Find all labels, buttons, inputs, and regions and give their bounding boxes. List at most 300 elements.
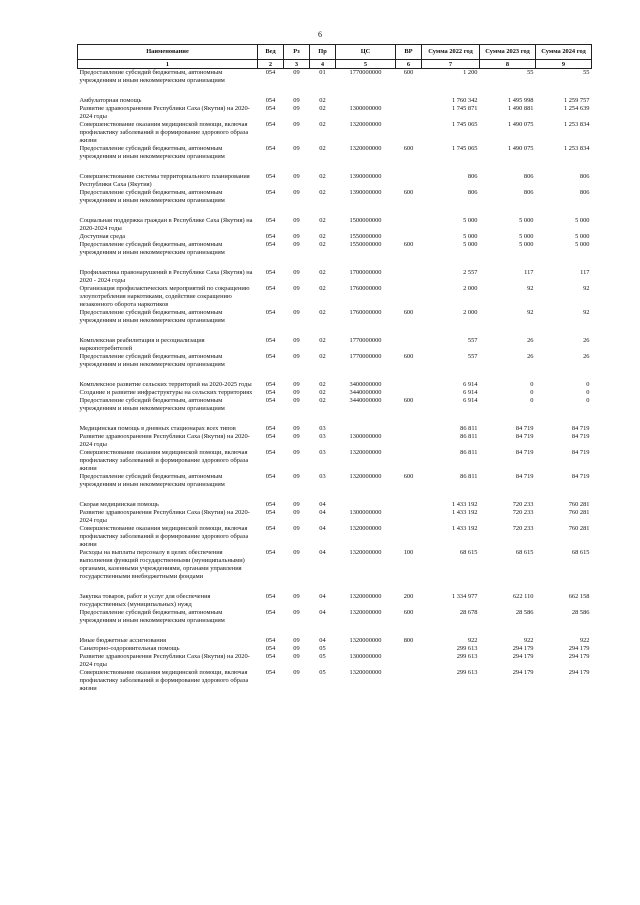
cell-pr: 02 xyxy=(319,121,326,128)
cell-rz: 09 xyxy=(293,549,300,556)
cell-sum-2023: 806 xyxy=(523,173,534,180)
cell-pr: 02 xyxy=(319,233,326,240)
cell-ved: 054 xyxy=(265,121,276,128)
cell-sum-2023: 0 xyxy=(530,381,534,388)
table-row xyxy=(78,233,592,241)
cell-pr: 04 xyxy=(319,549,326,556)
cell-sum-2024: 55 xyxy=(583,69,590,76)
cell-pr: 02 xyxy=(319,241,326,248)
table-row xyxy=(78,397,592,413)
cell-sum-2023: 0 xyxy=(530,397,534,404)
cell-sum-2022: 1 433 192 xyxy=(451,525,478,532)
table-row xyxy=(78,389,592,397)
cell-name: Развитие здравоохранения Республики Саха (Якутия) на 2020-2024 годы xyxy=(79,653,250,668)
cell-sum-2022: 5 000 xyxy=(463,217,478,224)
cell-sum-2023: 294 179 xyxy=(512,653,534,660)
cell-rz: 09 xyxy=(293,309,300,316)
cell-cs: 1320000000 xyxy=(349,473,382,480)
cell-sum-2024: 1 253 834 xyxy=(563,145,590,152)
cell-name: Совершенствование оказания медицинской помощи, включая профилактику заболеваний и формирование здорового образа жизни xyxy=(79,525,249,548)
cell-rz: 09 xyxy=(293,217,300,224)
cell-vr xyxy=(396,285,422,309)
row-spacer xyxy=(78,205,592,217)
cell-vr xyxy=(396,105,422,121)
cell-pr: 03 xyxy=(319,449,326,456)
cell-sum-2024: 294 179 xyxy=(568,653,590,660)
cell-sum-2023: 28 586 xyxy=(515,609,534,616)
cell-sum-2022: 1 745 065 xyxy=(451,145,478,152)
cell-ved: 054 xyxy=(265,525,276,532)
cell-sum-2022: 5 000 xyxy=(463,233,478,240)
header-name: Наименование xyxy=(78,45,258,60)
cell-vr: 600 xyxy=(403,241,414,248)
cell-name: Расходы на выплаты персоналу в целях обеспечения выполнения функций государственными (муниципальными) органами, казенными учреждениями, органами управления государственными внебюджетными фондами xyxy=(79,549,245,580)
cell-rz: 09 xyxy=(293,233,300,240)
cell-sum-2022: 1 200 xyxy=(463,69,478,76)
table-row xyxy=(78,609,592,625)
cell-name: Санаторно-оздоровительная помощь xyxy=(79,645,180,652)
cell-pr: 04 xyxy=(319,637,326,644)
cell-pr: 02 xyxy=(319,309,326,316)
cell-sum-2024: 5 000 xyxy=(575,233,590,240)
cell-sum-2024: 1 253 834 xyxy=(563,121,590,128)
cell-sum-2024: 84 719 xyxy=(571,425,590,432)
cell-name: Предоставление субсидий бюджетным, автономным учреждениям и иным некоммерческим организациям xyxy=(79,189,225,204)
cell-sum-2024: 28 586 xyxy=(571,609,590,616)
cell-sum-2022: 922 xyxy=(467,637,478,644)
cell-sum-2022: 299 613 xyxy=(456,669,478,676)
cell-sum-2022: 86 811 xyxy=(460,473,478,480)
cell-ved: 054 xyxy=(265,549,276,556)
cell-ved: 054 xyxy=(265,309,276,316)
cell-cs: 1770000000 xyxy=(349,69,382,76)
cell-ved: 054 xyxy=(265,593,276,600)
cell-sum-2024: 1 254 639 xyxy=(563,105,590,112)
cell-sum-2024: 26 xyxy=(583,353,590,360)
cell-vr xyxy=(396,525,422,549)
cell-sum-2023: 806 xyxy=(523,189,534,196)
cell-sum-2022: 6 914 xyxy=(463,381,478,388)
table-row xyxy=(78,653,592,669)
cell-pr: 04 xyxy=(319,525,326,532)
cell-name: Совершенствование системы территориального планирования Республики Саха (Якутия) xyxy=(79,173,250,188)
cell-name: Развитие здравоохранения Республики Саха (Якутия) на 2020-2024 годы xyxy=(79,509,250,524)
cell-sum-2024: 294 179 xyxy=(568,669,590,676)
cell-sum-2023: 5 000 xyxy=(519,241,534,248)
cell-rz: 09 xyxy=(293,645,300,652)
cell-cs: 1300000000 xyxy=(349,105,382,112)
cell-sum-2022: 557 xyxy=(467,337,478,344)
cell-name: Скорая медицинская помощь xyxy=(79,501,159,508)
cell-vr: 600 xyxy=(403,473,414,480)
cell-pr: 02 xyxy=(319,173,326,180)
cell-rz: 09 xyxy=(293,449,300,456)
cell-sum-2022: 86 811 xyxy=(460,433,478,440)
cell-vr xyxy=(396,669,422,693)
cell-vr: 600 xyxy=(403,189,414,196)
cell-pr: 02 xyxy=(319,337,326,344)
row-spacer xyxy=(78,161,592,173)
cell-sum-2023: 720 233 xyxy=(512,525,534,532)
cell-ved: 054 xyxy=(265,241,276,248)
header-sum-2022: Сумма 2022 год xyxy=(422,45,480,60)
table-row xyxy=(78,69,592,86)
cell-sum-2022: 299 613 xyxy=(456,653,478,660)
page-number: 6 xyxy=(318,30,322,39)
cell-sum-2022: 2 557 xyxy=(463,269,478,276)
row-spacer xyxy=(78,369,592,381)
cell-cs: 1760000000 xyxy=(349,309,382,316)
cell-sum-2024: 1 259 757 xyxy=(563,97,590,104)
cell-sum-2024: 5 000 xyxy=(575,241,590,248)
cell-sum-2023: 1 490 075 xyxy=(507,145,534,152)
cell-ved: 054 xyxy=(265,669,276,676)
cell-ved: 054 xyxy=(265,449,276,456)
cell-sum-2022: 1 433 192 xyxy=(451,501,478,508)
cell-name: Медицинская помощь в дневных стационарах всех типов xyxy=(79,425,236,432)
cell-rz: 09 xyxy=(293,145,300,152)
cell-pr: 02 xyxy=(319,353,326,360)
cell-rz: 09 xyxy=(293,425,300,432)
cell-pr: 02 xyxy=(319,105,326,112)
cell-rz: 09 xyxy=(293,609,300,616)
column-number: 8 xyxy=(480,60,536,69)
cell-cs: 1320000000 xyxy=(349,121,382,128)
cell-pr: 02 xyxy=(319,397,326,404)
cell-cs: 1390000000 xyxy=(349,173,382,180)
column-number: 9 xyxy=(536,60,592,69)
row-spacer xyxy=(78,257,592,269)
cell-sum-2023: 720 233 xyxy=(512,501,534,508)
cell-sum-2023: 84 719 xyxy=(515,433,534,440)
cell-cs: 1770000000 xyxy=(349,353,382,360)
cell-rz: 09 xyxy=(293,189,300,196)
cell-pr: 02 xyxy=(319,285,326,292)
cell-rz: 09 xyxy=(293,593,300,600)
cell-rz: 09 xyxy=(293,97,300,104)
table-row xyxy=(78,425,592,433)
cell-ved: 054 xyxy=(265,145,276,152)
cell-name: Совершенствование оказания медицинской помощи, включая профилактику заболеваний и формирование здорового образа жизни xyxy=(79,669,249,692)
table-row xyxy=(78,525,592,549)
cell-pr: 02 xyxy=(319,189,326,196)
cell-vr xyxy=(396,653,422,669)
cell-name: Иные бюджетные ассигнования xyxy=(79,637,167,644)
cell-vr: 800 xyxy=(403,637,414,644)
cell-ved: 054 xyxy=(265,337,276,344)
table-row xyxy=(78,145,592,161)
cell-name: Амбулаторная помощь xyxy=(79,97,142,104)
column-number: 7 xyxy=(422,60,480,69)
cell-vr xyxy=(396,269,422,285)
cell-ved: 054 xyxy=(265,397,276,404)
cell-sum-2024: 806 xyxy=(579,173,590,180)
header-cs: ЦС xyxy=(336,45,396,60)
column-number: 4 xyxy=(310,60,336,69)
cell-ved: 054 xyxy=(265,433,276,440)
cell-ved: 054 xyxy=(265,105,276,112)
column-number-row xyxy=(78,60,592,69)
header-ved: Вед xyxy=(258,45,284,60)
cell-cs: 1320000000 xyxy=(349,609,382,616)
cell-vr xyxy=(396,173,422,189)
header-rz: Рз xyxy=(284,45,310,60)
table-row xyxy=(78,173,592,189)
table-row xyxy=(78,269,592,285)
cell-cs: 1550000000 xyxy=(349,233,382,240)
cell-name: Социальная поддержка граждан в Республике Саха (Якутия) на 2020-2024 годы xyxy=(79,217,253,232)
cell-cs: 1760000000 xyxy=(349,285,382,292)
cell-sum-2024: 294 179 xyxy=(568,645,590,652)
header-row xyxy=(78,45,592,60)
cell-pr: 05 xyxy=(319,653,326,660)
cell-cs: 1550000000 xyxy=(349,241,382,248)
cell-ved: 054 xyxy=(265,233,276,240)
cell-name: Закупка товаров, работ и услуг для обеспечения государственных (муниципальных) нужд xyxy=(79,593,211,608)
cell-cs xyxy=(336,501,396,509)
cell-rz: 09 xyxy=(293,241,300,248)
column-number: 6 xyxy=(396,60,422,69)
cell-rz: 09 xyxy=(293,501,300,508)
table-row xyxy=(78,433,592,449)
cell-cs: 1320000000 xyxy=(349,145,382,152)
table-row xyxy=(78,593,592,609)
cell-ved: 054 xyxy=(265,353,276,360)
cell-pr: 02 xyxy=(319,269,326,276)
table-row xyxy=(78,337,592,353)
cell-rz: 09 xyxy=(293,389,300,396)
cell-rz: 09 xyxy=(293,669,300,676)
row-spacer-cell xyxy=(78,489,592,501)
cell-pr: 04 xyxy=(319,509,326,516)
cell-sum-2022: 557 xyxy=(467,353,478,360)
column-number: 3 xyxy=(284,60,310,69)
cell-cs: 3440000000 xyxy=(349,397,382,404)
cell-sum-2024: 26 xyxy=(583,337,590,344)
cell-vr xyxy=(396,381,422,389)
cell-name: Предоставление субсидий бюджетным, автономным учреждениям и иным некоммерческим организациям xyxy=(79,353,225,368)
cell-sum-2024: 84 719 xyxy=(571,473,590,480)
cell-sum-2023: 0 xyxy=(530,389,534,396)
cell-vr: 600 xyxy=(403,353,414,360)
cell-sum-2022: 299 613 xyxy=(456,645,478,652)
cell-vr: 600 xyxy=(403,397,414,404)
cell-sum-2022: 1 433 192 xyxy=(451,509,478,516)
cell-ved: 054 xyxy=(265,653,276,660)
header-sum-2023: Сумма 2023 год xyxy=(480,45,536,60)
cell-sum-2022: 86 811 xyxy=(460,425,478,432)
cell-sum-2022: 5 000 xyxy=(463,241,478,248)
cell-name: Развитие здравоохранения Республики Саха (Якутия) на 2020-2024 годы xyxy=(79,433,250,448)
cell-rz: 09 xyxy=(293,653,300,660)
table-row xyxy=(78,381,592,389)
cell-sum-2024: 92 xyxy=(583,285,590,292)
cell-rz: 09 xyxy=(293,121,300,128)
table-row xyxy=(78,549,592,581)
cell-name: Предоставление субсидий бюджетным, автономным учреждениям и иным некоммерческим организациям xyxy=(79,69,225,84)
cell-ved: 054 xyxy=(265,189,276,196)
cell-cs: 1320000000 xyxy=(349,549,382,556)
cell-vr xyxy=(396,449,422,473)
cell-sum-2023: 622 110 xyxy=(512,593,534,600)
cell-vr xyxy=(396,433,422,449)
cell-rz: 09 xyxy=(293,269,300,276)
table-row xyxy=(78,501,592,509)
cell-cs: 1770000000 xyxy=(349,337,382,344)
cell-sum-2023: 1 490 881 xyxy=(507,105,534,112)
row-spacer-cell xyxy=(78,325,592,337)
cell-rz: 09 xyxy=(293,173,300,180)
cell-vr: 600 xyxy=(403,69,414,76)
cell-sum-2023: 5 000 xyxy=(519,233,534,240)
cell-pr: 02 xyxy=(319,97,326,104)
cell-name: Предоставление субсидий бюджетным, автономным учреждениям и иным некоммерческим организациям xyxy=(79,473,225,488)
cell-vr xyxy=(396,425,422,433)
cell-vr xyxy=(396,337,422,353)
cell-rz: 09 xyxy=(293,525,300,532)
cell-rz: 09 xyxy=(293,69,300,76)
cell-vr xyxy=(396,501,422,509)
cell-ved: 054 xyxy=(265,501,276,508)
table-row xyxy=(78,241,592,257)
cell-rz: 09 xyxy=(293,285,300,292)
table-row xyxy=(78,645,592,653)
cell-cs: 1320000000 xyxy=(349,525,382,532)
cell-ved: 054 xyxy=(265,217,276,224)
row-spacer-cell xyxy=(78,257,592,269)
cell-vr: 200 xyxy=(403,593,414,600)
cell-ved: 054 xyxy=(265,389,276,396)
cell-cs: 3400000000 xyxy=(349,381,382,388)
cell-pr: 04 xyxy=(319,593,326,600)
cell-cs: 1390000000 xyxy=(349,189,382,196)
cell-pr: 03 xyxy=(319,473,326,480)
cell-sum-2024: 5 000 xyxy=(575,217,590,224)
cell-pr: 01 xyxy=(319,69,326,76)
cell-name: Профилактика правонарушений в Республике Саха (Якутия) на 2020 - 2024 годы xyxy=(79,269,253,284)
cell-sum-2022: 2 000 xyxy=(463,309,478,316)
cell-sum-2022: 806 xyxy=(467,189,478,196)
cell-cs: 1500000000 xyxy=(349,217,382,224)
cell-ved: 054 xyxy=(265,173,276,180)
cell-cs xyxy=(336,425,396,433)
cell-name: Предоставление субсидий бюджетным, автономным учреждениям и иным некоммерческим организациям xyxy=(79,397,225,412)
cell-sum-2023: 117 xyxy=(524,269,534,276)
row-spacer-cell xyxy=(78,413,592,425)
cell-sum-2022: 1 760 342 xyxy=(451,97,478,104)
cell-ved: 054 xyxy=(265,269,276,276)
table-row xyxy=(78,309,592,325)
cell-pr: 03 xyxy=(319,425,326,432)
cell-cs: 1700000000 xyxy=(349,269,382,276)
cell-sum-2024: 92 xyxy=(583,309,590,316)
table-row xyxy=(78,353,592,369)
cell-name: Совершенствование оказания медицинской помощи, включая профилактику заболеваний и формирование здорового образа жизни xyxy=(79,121,249,144)
cell-rz: 09 xyxy=(293,353,300,360)
cell-rz: 09 xyxy=(293,105,300,112)
row-spacer-cell xyxy=(78,205,592,217)
cell-vr: 600 xyxy=(403,145,414,152)
header-vr: ВР xyxy=(396,45,422,60)
cell-vr xyxy=(396,217,422,233)
cell-sum-2023: 92 xyxy=(527,309,534,316)
cell-vr xyxy=(396,645,422,653)
cell-name: Доступная среда xyxy=(79,233,126,240)
row-spacer xyxy=(78,489,592,501)
cell-name: Организация профилактических мероприятий по сокращению злоупотребления наркотиками, содействие сокращению незаконного оборота наркотиков xyxy=(79,285,250,308)
cell-vr xyxy=(396,389,422,397)
row-spacer-cell xyxy=(78,85,592,97)
cell-sum-2024: 806 xyxy=(579,189,590,196)
cell-name: Предоставление субсидий бюджетным, автономным учреждениям и иным некоммерческим организациям xyxy=(79,145,225,160)
row-spacer xyxy=(78,581,592,593)
cell-sum-2023: 26 xyxy=(527,337,534,344)
cell-sum-2024: 922 xyxy=(579,637,590,644)
cell-name: Совершенствование оказания медицинской помощи, включая профилактику заболеваний и формирование здорового образа жизни xyxy=(79,449,249,472)
header-pr: Пр xyxy=(310,45,336,60)
row-spacer xyxy=(78,325,592,337)
cell-sum-2022: 86 811 xyxy=(460,449,478,456)
cell-sum-2023: 84 719 xyxy=(515,473,534,480)
cell-ved: 054 xyxy=(265,637,276,644)
cell-name: Предоставление субсидий бюджетным, автономным учреждениям и иным некоммерческим организациям xyxy=(79,241,225,256)
cell-ved: 054 xyxy=(265,609,276,616)
table-row xyxy=(78,509,592,525)
cell-sum-2024: 0 xyxy=(586,381,590,388)
cell-sum-2022: 68 615 xyxy=(459,549,478,556)
cell-sum-2023: 26 xyxy=(527,353,534,360)
cell-sum-2024: 662 158 xyxy=(568,593,590,600)
cell-name: Создание и развитие инфраструктуры на сельских территориях xyxy=(79,389,253,396)
table-row xyxy=(78,105,592,121)
cell-pr: 04 xyxy=(319,501,326,508)
cell-vr: 600 xyxy=(403,609,414,616)
cell-pr: 02 xyxy=(319,381,326,388)
cell-ved: 054 xyxy=(265,509,276,516)
cell-sum-2023: 68 615 xyxy=(515,549,534,556)
cell-sum-2024: 84 719 xyxy=(571,449,590,456)
header-sum-2024: Сумма 2024 год xyxy=(536,45,592,60)
cell-sum-2022: 6 914 xyxy=(463,389,478,396)
column-number: 5 xyxy=(336,60,396,69)
row-spacer xyxy=(78,625,592,637)
cell-ved: 054 xyxy=(265,473,276,480)
cell-sum-2023: 922 xyxy=(523,637,534,644)
cell-pr: 04 xyxy=(319,609,326,616)
cell-pr: 05 xyxy=(319,669,326,676)
row-spacer xyxy=(78,85,592,97)
column-number: 2 xyxy=(258,60,284,69)
cell-sum-2023: 294 179 xyxy=(512,669,534,676)
cell-sum-2022: 1 745 871 xyxy=(451,105,478,112)
cell-vr xyxy=(396,509,422,525)
cell-sum-2022: 2 000 xyxy=(463,285,478,292)
cell-sum-2024: 84 719 xyxy=(571,433,590,440)
cell-vr xyxy=(396,97,422,105)
table-row xyxy=(78,637,592,645)
cell-sum-2023: 84 719 xyxy=(515,425,534,432)
cell-rz: 09 xyxy=(293,397,300,404)
cell-cs: 1320000000 xyxy=(349,637,382,644)
row-spacer-cell xyxy=(78,161,592,173)
cell-pr: 02 xyxy=(319,217,326,224)
cell-cs: 1300000000 xyxy=(349,509,382,516)
cell-sum-2024: 0 xyxy=(586,389,590,396)
cell-ved: 054 xyxy=(265,645,276,652)
cell-ved: 054 xyxy=(265,285,276,292)
cell-sum-2022: 1 334 977 xyxy=(451,593,478,600)
row-spacer-cell xyxy=(78,581,592,593)
